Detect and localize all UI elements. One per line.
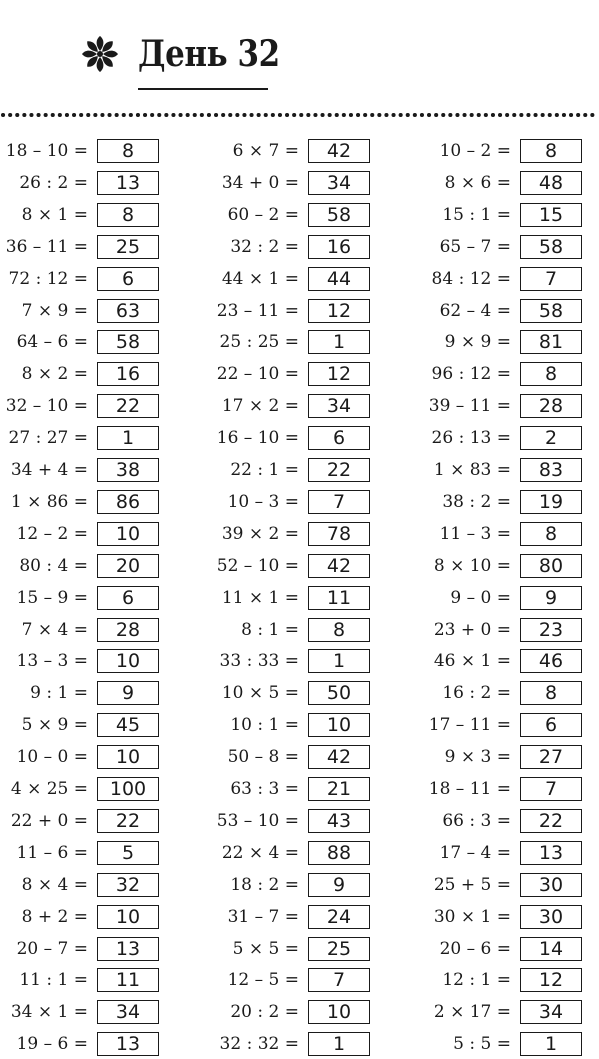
answer-box: 81: [520, 330, 582, 354]
exercise-expression: 11 : 1 =: [19, 970, 88, 991]
answer-box: 6: [308, 426, 370, 450]
answer-box: 50: [308, 681, 370, 705]
exercise-expression: 52 – 10 =: [216, 555, 299, 576]
exercise-expression: 66 : 3 =: [442, 810, 511, 831]
answer-box: 1: [308, 330, 370, 354]
exercise-expression: 12 : 1 =: [442, 970, 511, 991]
answer-box: 12: [308, 362, 370, 386]
answer-box: 80: [520, 554, 582, 578]
answer-box: 6: [97, 267, 159, 291]
exercise-expression: 1 × 83 =: [433, 460, 511, 480]
answer-box: 14: [520, 937, 582, 961]
exercise-expression: 25 + 5 =: [433, 874, 511, 895]
exercise-expression: 7 × 9 =: [21, 300, 88, 321]
answer-box: 10: [97, 905, 159, 929]
exercise-row: [0, 519, 599, 549]
exercise-expression: 8 × 10 =: [433, 555, 511, 576]
exercise-expression: 13 – 3 =: [16, 651, 88, 672]
exercise-expression: 12 – 5 =: [227, 970, 299, 991]
exercise-row: [0, 359, 599, 389]
exercise-expression: 18 – 10 =: [5, 141, 88, 161]
exercise-expression: 8 + 2 =: [21, 906, 88, 927]
answer-box: 8: [520, 139, 582, 163]
exercise-expression: 22 × 4 =: [221, 842, 299, 863]
answer-box: 13: [97, 937, 159, 961]
answer-box: 8: [520, 522, 582, 546]
exercise-expression: 44 × 1 =: [221, 268, 299, 289]
dotted-divider: [0, 112, 599, 118]
exercise-expression: 50 – 8 =: [227, 747, 299, 768]
exercise-expression: 2 × 17 =: [433, 1002, 511, 1023]
answer-box: 10: [308, 1000, 370, 1024]
exercise-expression: 34 + 0 =: [221, 172, 299, 193]
answer-box: 13: [97, 1032, 159, 1056]
answer-box: 13: [520, 841, 582, 865]
answer-box: 32: [97, 873, 159, 897]
exercise-row: [0, 583, 599, 613]
answer-box: 21: [308, 777, 370, 801]
answer-box: 8: [308, 618, 370, 642]
exercise-expression: 30 × 1 =: [433, 906, 511, 927]
answer-box: 58: [97, 330, 159, 354]
answer-box: 11: [97, 968, 159, 992]
answer-box: 23: [520, 618, 582, 642]
answer-box: 7: [520, 267, 582, 291]
title-underline: [138, 88, 268, 90]
exercise-expression: 96 : 12 =: [431, 364, 511, 385]
answer-box: 58: [308, 203, 370, 227]
exercise-expression: 11 – 3 =: [439, 523, 511, 544]
exercise-expression: 22 + 0 =: [10, 810, 88, 831]
exercise-expression: 8 × 2 =: [21, 364, 88, 385]
exercise-expression: 8 × 6 =: [444, 172, 511, 193]
answer-box: 5: [97, 841, 159, 865]
answer-box: 15: [520, 203, 582, 227]
exercise-expression: 20 – 7 =: [16, 938, 88, 959]
answer-box: 63: [97, 299, 159, 323]
answer-box: 58: [520, 299, 582, 323]
answer-box: 100: [97, 777, 159, 801]
exercise-expression: 19 – 6 =: [16, 1034, 88, 1055]
exercise-expression: 22 : 1 =: [230, 460, 299, 480]
answer-box: 34: [308, 171, 370, 195]
answer-box: 27: [520, 745, 582, 769]
page-header: [0, 0, 599, 100]
exercise-row: [0, 327, 599, 357]
exercise-row: [0, 902, 599, 932]
exercise-expression: 60 – 2 =: [227, 204, 299, 225]
exercise-expression: 7 × 4 =: [21, 619, 88, 640]
exercise-row: [0, 742, 599, 772]
exercise-expression: 63 : 3 =: [230, 779, 299, 799]
exercise-expression: 32 : 2 =: [230, 236, 299, 257]
answer-box: 20: [97, 554, 159, 578]
answer-box: 7: [520, 777, 582, 801]
exercise-expression: 16 : 2 =: [442, 683, 511, 704]
exercise-expression: 65 – 7 =: [439, 236, 511, 257]
answer-box: 10: [308, 713, 370, 737]
exercise-row: [0, 997, 599, 1027]
exercise-expression: 39 – 11 =: [428, 396, 511, 417]
exercise-row: [0, 646, 599, 676]
exercise-expression: 32 : 32 =: [219, 1034, 299, 1055]
answer-box: 22: [308, 458, 370, 482]
exercise-expression: 10 – 0 =: [16, 747, 88, 768]
exercise-expression: 8 × 4 =: [21, 874, 88, 895]
exercise-expression: 20 – 6 =: [439, 938, 511, 959]
exercise-row: [0, 551, 599, 581]
exercise-row: [0, 934, 599, 964]
answer-box: 30: [520, 905, 582, 929]
exercise-row: [0, 774, 599, 804]
exercise-expression: 9 × 3 =: [444, 747, 511, 768]
exercise-expression: 12 – 2 =: [16, 523, 88, 544]
exercise-expression: 11 – 6 =: [16, 842, 88, 863]
answer-box: 48: [520, 171, 582, 195]
exercise-expression: 31 – 7 =: [227, 906, 299, 927]
exercise-expression: 17 – 11 =: [428, 715, 511, 736]
answer-box: 9: [97, 681, 159, 705]
answer-box: 24: [308, 905, 370, 929]
answer-box: 43: [308, 809, 370, 833]
exercise-expression: 22 – 10 =: [216, 364, 299, 385]
answer-box: 25: [97, 235, 159, 259]
exercise-expression: 10 × 5 =: [221, 683, 299, 704]
exercise-expression: 72 : 12 =: [8, 268, 88, 289]
exercise-expression: 27 : 27 =: [8, 428, 88, 449]
answer-box: 6: [520, 713, 582, 737]
answer-box: 16: [97, 362, 159, 386]
exercise-expression: 38 : 2 =: [442, 491, 511, 512]
exercise-expression: 5 × 5 =: [232, 938, 299, 959]
exercise-row: [0, 615, 599, 645]
answer-box: 22: [97, 809, 159, 833]
answer-box: 9: [520, 586, 582, 610]
answer-box: 12: [520, 968, 582, 992]
answer-box: 12: [308, 299, 370, 323]
answer-box: 10: [97, 649, 159, 673]
exercise-expression: 26 : 13 =: [431, 428, 511, 449]
exercise-expression: 33 : 33 =: [219, 651, 299, 672]
exercise-expression: 9 – 0 =: [450, 587, 511, 608]
exercise-expression: 34 + 4 =: [10, 460, 88, 480]
answer-box: 22: [97, 394, 159, 418]
answer-box: 8: [97, 139, 159, 163]
exercise-expression: 9 × 9 =: [444, 332, 511, 353]
answer-box: 10: [97, 522, 159, 546]
answer-box: 16: [308, 235, 370, 259]
answer-box: 58: [520, 235, 582, 259]
exercise-expression: 10 – 3 =: [227, 491, 299, 512]
answer-box: 1: [520, 1032, 582, 1056]
exercise-expression: 15 : 1 =: [442, 204, 511, 225]
answer-box: 46: [520, 649, 582, 673]
answer-box: 34: [308, 394, 370, 418]
exercise-expression: 23 + 0 =: [433, 619, 511, 640]
answer-box: 1: [97, 426, 159, 450]
answer-box: 30: [520, 873, 582, 897]
exercise-expression: 53 – 10 =: [216, 810, 299, 831]
exercise-row: [0, 391, 599, 421]
exercise-expression: 34 × 1 =: [10, 1002, 88, 1023]
exercise-expression: 20 : 2 =: [230, 1002, 299, 1023]
page-title: День 32: [138, 33, 280, 75]
answer-box: 1: [308, 649, 370, 673]
exercise-row: [0, 710, 599, 740]
exercise-expression: 17 – 4 =: [439, 842, 511, 863]
exercise-row: [0, 487, 599, 517]
exercise-row: [0, 423, 599, 453]
answer-box: 42: [308, 139, 370, 163]
answer-box: 22: [520, 809, 582, 833]
exercise-expression: 5 × 9 =: [21, 715, 88, 736]
exercise-expression: 25 : 25 =: [219, 332, 299, 353]
answer-box: 1: [308, 1032, 370, 1056]
answer-box: 78: [308, 522, 370, 546]
exercise-row: [0, 168, 599, 198]
answer-box: 86: [97, 490, 159, 514]
exercise-expression: 26 : 2 =: [19, 172, 88, 193]
exercise-expression: 80 : 4 =: [19, 555, 88, 576]
answer-box: 44: [308, 267, 370, 291]
exercise-expression: 17 × 2 =: [221, 396, 299, 417]
exercise-expression: 6 × 7 =: [232, 141, 299, 161]
exercise-row: [0, 806, 599, 836]
answer-box: 34: [520, 1000, 582, 1024]
asterisk-icon: [80, 34, 120, 74]
exercise-row: [0, 838, 599, 868]
exercise-row: [0, 200, 599, 230]
answer-box: 2: [520, 426, 582, 450]
exercise-expression: 84 : 12 =: [431, 268, 511, 289]
exercise-row: [0, 1029, 599, 1059]
answer-box: 38: [97, 458, 159, 482]
exercise-expression: 64 – 6 =: [16, 332, 88, 353]
exercise-row: [0, 455, 599, 485]
exercise-expression: 39 × 2 =: [221, 523, 299, 544]
exercise-expression: 5 : 5 =: [453, 1034, 511, 1055]
answer-box: 7: [308, 490, 370, 514]
exercise-expression: 8 : 1 =: [241, 619, 299, 640]
exercise-expression: 18 : 2 =: [230, 874, 299, 895]
answer-box: 42: [308, 554, 370, 578]
exercise-expression: 4 × 25 =: [10, 779, 88, 799]
answer-box: 6: [97, 586, 159, 610]
answer-box: 25: [308, 937, 370, 961]
answer-box: 7: [308, 968, 370, 992]
answer-box: 28: [520, 394, 582, 418]
exercise-row: [0, 870, 599, 900]
exercise-row: [0, 678, 599, 708]
exercise-expression: 10 : 1 =: [230, 715, 299, 736]
answer-box: 28: [97, 618, 159, 642]
exercise-row: [0, 296, 599, 326]
exercise-expression: 9 : 1 =: [30, 683, 88, 704]
exercise-row: [0, 136, 599, 166]
exercise-row: [0, 965, 599, 995]
answer-box: 10: [97, 745, 159, 769]
exercise-expression: 32 – 10 =: [5, 396, 88, 417]
exercise-row: [0, 264, 599, 294]
answer-box: 8: [520, 681, 582, 705]
answer-box: 34: [97, 1000, 159, 1024]
exercise-expression: 36 – 11 =: [5, 236, 88, 257]
answer-box: 11: [308, 586, 370, 610]
exercise-expression: 11 × 1 =: [221, 587, 299, 608]
answer-box: 19: [520, 490, 582, 514]
answer-box: 8: [520, 362, 582, 386]
exercise-expression: 62 – 4 =: [439, 300, 511, 321]
answer-box: 13: [97, 171, 159, 195]
answer-box: 88: [308, 841, 370, 865]
exercise-expression: 46 × 1 =: [433, 651, 511, 672]
exercise-expression: 8 × 1 =: [21, 204, 88, 225]
exercise-expression: 1 × 86 =: [10, 491, 88, 512]
exercise-row: [0, 232, 599, 262]
exercise-expression: 16 – 10 =: [216, 428, 299, 449]
answer-box: 42: [308, 745, 370, 769]
exercise-expression: 18 – 11 =: [428, 779, 511, 799]
answer-box: 45: [97, 713, 159, 737]
answer-box: 8: [97, 203, 159, 227]
exercise-expression: 15 – 9 =: [16, 587, 88, 608]
answer-box: 83: [520, 458, 582, 482]
exercise-expression: 10 – 2 =: [439, 141, 511, 161]
exercise-expression: 23 – 11 =: [216, 300, 299, 321]
answer-box: 9: [308, 873, 370, 897]
